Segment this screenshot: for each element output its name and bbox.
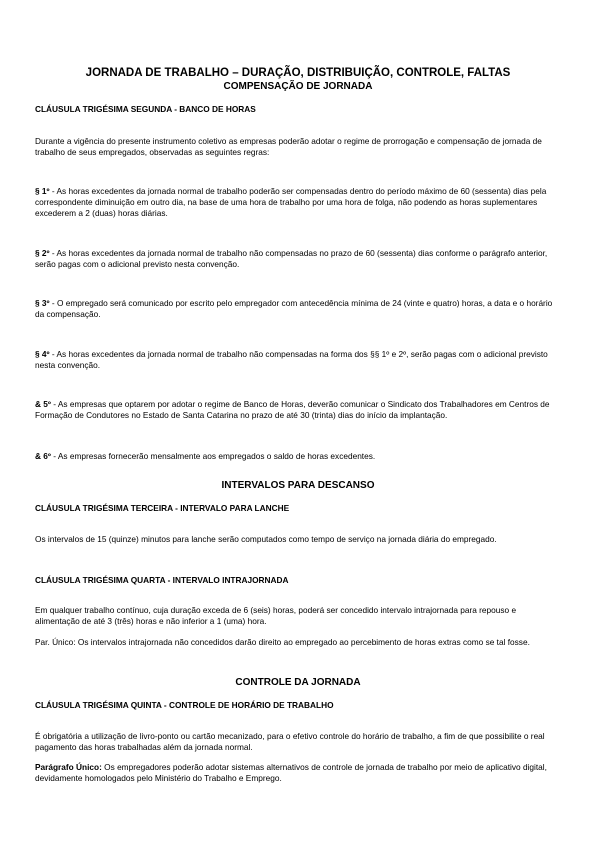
paragraph-text: - As horas excedentes da jornada normal de trabalho não compensadas na forma dos §§ 1º e 2º, serão pagas com o adicional previsto nesta convenção. (35, 349, 548, 370)
section-heading-controle: CONTROLE DA JORNADA (235, 677, 361, 688)
clause-33-heading: CLÁUSULA TRIGÉSIMA TERCEIRA - INTERVALO PARA LANCHE (35, 503, 290, 513)
clause-32-paragraph-1 (35, 186, 561, 218)
clause-35-heading: CLÁUSULA TRIGÉSIMA QUINTA - CONTROLE DE HORÁRIO DE TRABALHO (35, 700, 334, 710)
paragraph-label: & 6º (35, 451, 51, 461)
clause-32-paragraph-6 (35, 451, 561, 462)
clause-32-heading: CLÁUSULA TRIGÉSIMA SEGUNDA - BANCO DE HORAS (35, 104, 256, 114)
paragraph-label: § 4º (35, 349, 50, 359)
clause-34-paragrafo-unico: Par. Único: Os intervalos intrajornada não concedidos darão direito ao empregado ao percebimento de horas extras como se tal fosse. (35, 637, 530, 647)
paragraph-label: Parágrafo Único: (35, 762, 102, 772)
section-heading-intervalos: INTERVALOS PARA DESCANSO (221, 480, 375, 491)
paragraph-text: - As horas excedentes da jornada normal de trabalho não compensadas no prazo de 60 (sessenta) dias conforme o parágrafo anterior, serão pagas com o adicional previsto nesta convenção. (35, 248, 548, 269)
paragraph-label: & 5º (35, 399, 51, 409)
clause-32-paragraph-5 (35, 399, 561, 421)
paragraph-text: Os empregadores poderão adotar sistemas alternativos de controle de jornada de trabalho por meio de aplicativo digital, devidamente homologados pelo Ministério do Trabalho e Emprego. (35, 762, 547, 783)
paragraph-text: - As empresas que optarem por adotar o regime de Banco de Horas, deverão comunicar o Sindicato dos Trabalhadores em Centros de Formação de Condutores no Estado de Santa Catarina no prazo de até 30 (trinta) dias do início da implantação. (35, 399, 550, 420)
clause-34-text: Em qualquer trabalho contínuo, cuja duração exceda de 6 (seis) horas, poderá ser concedido intervalo intrajornada para repouso e alimentação de até 3 (três) horas e não inferior a 1 (uma) hora. (35, 605, 517, 626)
clause-35-text: É obrigatória a utilização de livro-ponto ou cartão mecanizado, para o efetivo controle do horário de trabalho, a fim de que possibilite o real pagamento das horas trabalhadas além da jornada normal. (35, 731, 545, 752)
clause-32-intro: Durante a vigência do presente instrumento coletivo as empresas poderão adotar o regime de prorrogação e compensação de jornada de trabalho de seus empregados, observadas as seguintes regras: (35, 136, 542, 157)
document-subtitle: COMPENSAÇÃO DE JORNADA (223, 81, 373, 92)
paragraph-text: - O empregado será comunicado por escrito pelo empregador com antecedência mínima de 24 (vinte e quatro) horas, a data e o horário da compensação. (35, 298, 553, 319)
paragraph-label: § 1º (35, 186, 50, 196)
clause-34-heading: CLÁUSULA TRIGÉSIMA QUARTA - INTERVALO INTRAJORNADA (35, 575, 289, 585)
paragraph-text: - As empresas fornecerão mensalmente aos empregados o saldo de horas excedentes. (50, 451, 376, 461)
paragraph-label: § 2º (35, 248, 50, 258)
clause-35-paragrafo-unico (35, 762, 561, 784)
document-title: JORNADA DE TRABALHO – DURAÇÃO, DISTRIBUIÇÃO, CONTROLE, FALTAS (85, 67, 511, 79)
clause-32-paragraph-2 (35, 248, 561, 270)
clause-33-text: Os intervalos de 15 (quinze) minutos para lanche serão computados como tempo de serviço na jornada diária do empregado. (35, 534, 497, 544)
paragraph-label: § 3º (35, 298, 50, 308)
paragraph-text: - As horas excedentes da jornada normal de trabalho poderão ser compensadas dentro do período máximo de 60 (sessenta) dias pela correspondente diminuição em outro dia, na base de uma hora de trabalho por uma hora de folga, não podendo as horas suplementares excederem a 2 (duas) horas diárias. (35, 186, 547, 218)
clause-32-paragraph-3 (35, 298, 561, 320)
clause-32-paragraph-4 (35, 349, 561, 371)
